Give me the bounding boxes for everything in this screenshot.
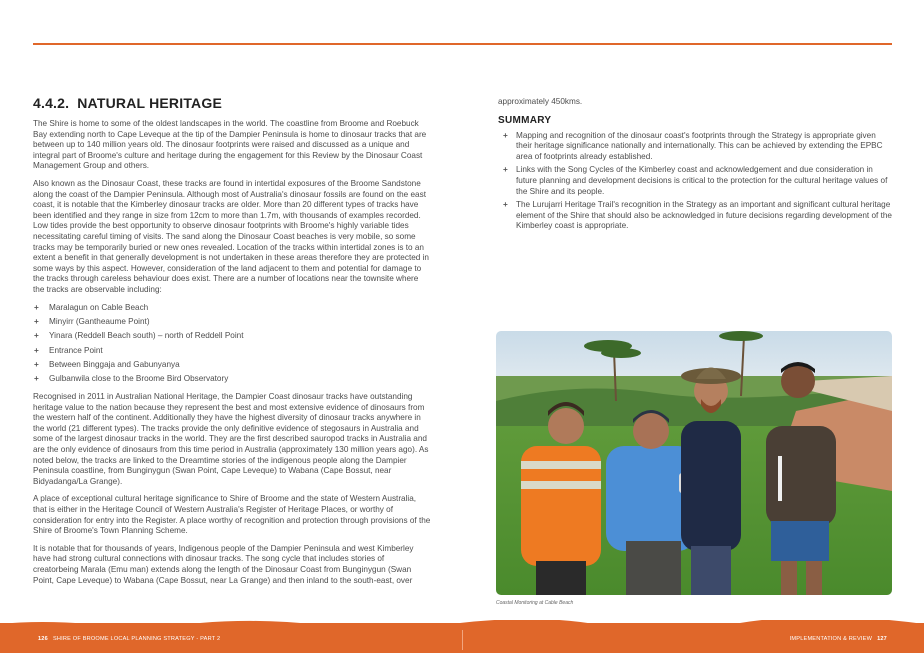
cultural-heritage-paragraph: A place of exceptional cultural heritage significance to Shire of Broome and the state of Western Australia, that is either in the Heritage Council of Western Australia's Register of Heritage Places, or worthy of consideration for entry into the Register. A place worthy of recognition and protection through provisions of the Shire of Broome's Town Planning Scheme. bbox=[33, 494, 431, 536]
coastal-monitoring-photo bbox=[496, 331, 892, 595]
plus-bullet-icon: + bbox=[34, 302, 39, 312]
indigenous-connections-paragraph: It is notable that for thousands of years, Indigenous people of the Dampier Peninsula and west Kimberley have had strong cultural connections with dinosaur tracks. The song cycle that includes stories of creatorbeing Marala (Emu man) extends along the length of the Dinosaur Coast from Bunginygun (Swan Point, Cape Leveque) to Wabana (Cape Bossut, near La Grange) and then inland to the south-east, over bbox=[33, 543, 414, 585]
dinosaur-coast-paragraph: Also known as the Dinosaur Coast, these tracks are found in intertidal exposures of the Broome Sandstone along the coast of the Dampier Peninsula. Although most of Australia's dinosaur fossils are found on the east coast, it is notable that the Kimberley dinosaur tracks are older. More than 20 different types of tracks have been identified and they range in size from 12cm to more than 1.7m, with thousands of examples recorded. Low tides provide the best opportunity to observe dinosaur footprints with Broome's highly variable tides necessitating careful timing of visits. The sand along the Dinosaur Coast beaches is very mobile, so some tracks may be temporarily buried or new ones revealed. Location of the tracks within intertidal zones is to an extent a benefit in that generally development is not undertaken in these areas therefore they are protected in some ways by this aspect. However, consideration of the land adjacent to them and potential for damage to the tracks through careless behaviour does exist. There are a number of locations near the townsite where the tracks are observable including: bbox=[33, 178, 429, 294]
section-number: 4.4.2. bbox=[33, 95, 70, 111]
list-item: + Gulbanwila close to the Broome Bird Observatory bbox=[34, 374, 229, 384]
plus-bullet-icon: + bbox=[34, 331, 39, 341]
summary-list bbox=[498, 131, 892, 232]
plus-bullet-icon: + bbox=[34, 345, 39, 355]
plus-bullet-icon: + bbox=[503, 130, 508, 140]
locations-list bbox=[33, 303, 431, 386]
summary-heading: SUMMARY bbox=[498, 114, 552, 126]
left-column bbox=[33, 95, 431, 593]
plus-bullet-icon: + bbox=[503, 200, 508, 210]
continuation-text: approximately 450kms. bbox=[498, 97, 583, 106]
list-item: + Links with the Song Cycles of the Kimberley coast and acknowledgement and due consideration in future planning and development decisions is critical to the protection for the cultural heritage values of the Shire and its people. bbox=[503, 165, 888, 196]
list-item: + The Lurujarri Heritage Trail's recognition in the Strategy as an important and significant cultural heritage element of the Shire that should also be acknowledged in future decisions regarding development of the Kimberley coast is appropriate. bbox=[503, 200, 892, 231]
list-item: + Mapping and recognition of the dinosaur coast's footprints through the Strategy is appropriate given their heritage significance nationally and internationally. This can be achieved by extending the EPBC area of footprints already established. bbox=[503, 130, 883, 161]
plus-bullet-icon: + bbox=[34, 316, 39, 326]
national-heritage-paragraph: Recognised in 2011 in Australian National Heritage, the Dampier Coast dinosaur tracks have outstanding heritage value to the nation because they represent the best and most extensive evidence of dinosaurs from the western half of the continent. Additionally they have the highest diversity of dinosaur tracks anywhere in the world (21 different types). The tracks provide the only definitive evidence of stegosaurs in Australia and some of the largest dinosaur tracks in the world. They are the first described sauropod tracks in Australia and are the only evidence of dinosaurs from this time period in Australia (approximately 130 million years ago). As noted below, the tracks are linked to the Dreamtime stories of the indigenous people along the Dampier Peninsula coastline, from Bunginygun (Swan Point, Cape Leveque) to Wabana (Cape Bossut, near Bidyadanga/La Grange). bbox=[33, 392, 429, 486]
section-title: NATURAL HERITAGE bbox=[77, 95, 222, 111]
plus-bullet-icon: + bbox=[34, 360, 39, 370]
list-item: + Minyirr (Gantheaume Point) bbox=[34, 316, 150, 326]
list-item: + Yinara (Reddell Beach south) – north of Reddell Point bbox=[34, 331, 244, 341]
plus-bullet-icon: + bbox=[34, 374, 39, 384]
footer-left-title: SHIRE OF BROOME LOCAL PLANNING STRATEGY - PART 2 bbox=[52, 636, 221, 642]
footer-right bbox=[790, 636, 892, 643]
top-accent-rule bbox=[33, 43, 892, 45]
section-heading bbox=[33, 95, 431, 112]
footer-right-title: IMPLEMENTATION & REVIEW bbox=[789, 636, 873, 642]
right-page-number: 127 bbox=[877, 636, 887, 642]
list-item: + Between Binggaja and Gabunyanya bbox=[34, 360, 180, 370]
list-item: + Entrance Point bbox=[34, 345, 103, 355]
left-page-number: 126 bbox=[38, 636, 48, 642]
intro-paragraph: The Shire is home to some of the oldest landscapes in the world. The coastline from Broome and Roebuck Bay extending north to Cape Leveque at the tip of the Dampier Peninsula is home to dinosaur tracks that are between up to 140 million years old. The dinosaur footprints were raised and discussed as a unique and integral part of Broome's culture and heritage during the engagement for this Review by the Dinosaur Coast Management Group and others. bbox=[33, 119, 427, 171]
footer-left bbox=[33, 636, 220, 643]
photo-caption: Coastal Monitoring at Cable Beach bbox=[496, 600, 574, 606]
plus-bullet-icon: + bbox=[503, 165, 508, 175]
list-item: + Maralagun on Cable Beach bbox=[34, 302, 149, 312]
right-column bbox=[498, 97, 892, 235]
spine-divider bbox=[462, 630, 463, 650]
